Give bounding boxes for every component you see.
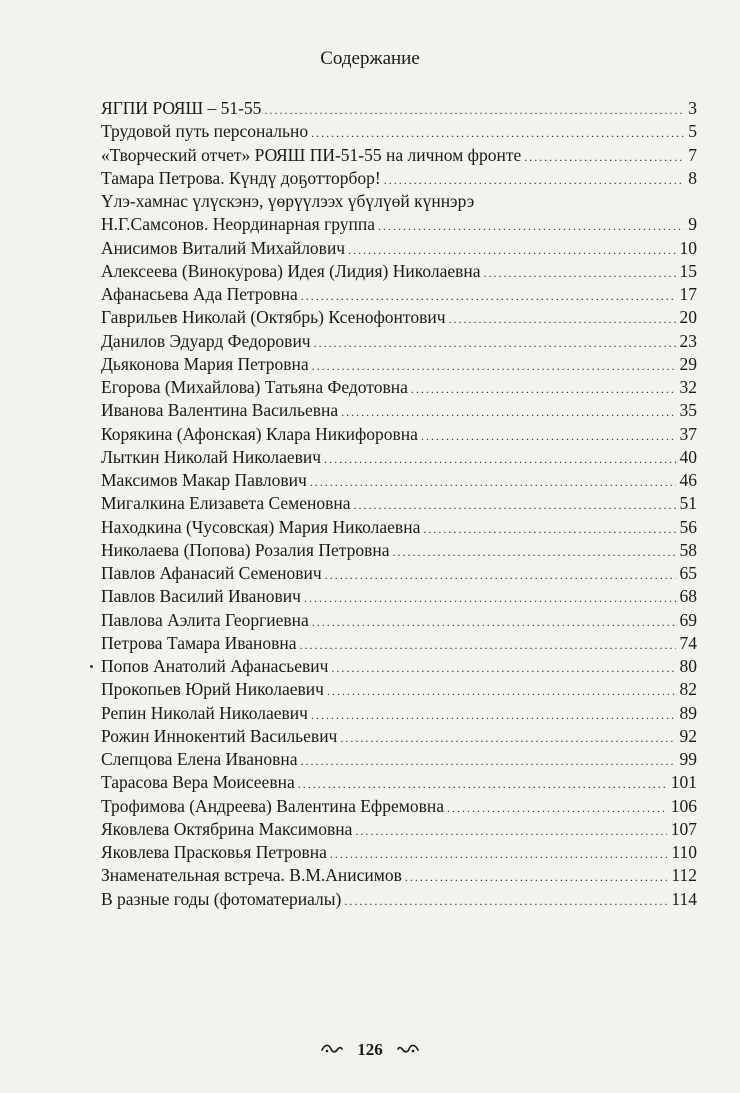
toc-entry-page: 10: [679, 237, 697, 258]
toc-dot-leader: [304, 587, 676, 610]
toc-entry: [101, 888, 697, 911]
toc-entry-label: Трудовой путь персонально: [101, 121, 309, 142]
toc-dot-leader: [447, 797, 667, 820]
toc-dot-leader: [449, 308, 676, 331]
toc-entry: [101, 120, 697, 143]
toc-entry: [101, 144, 697, 167]
toc-entry-page: 82: [679, 679, 697, 700]
toc-entry-page: 101: [670, 772, 697, 793]
toc-entry-label: Находкина (Чусовская) Мария Николаевна: [101, 516, 421, 537]
toc-dot-leader: [524, 146, 684, 169]
toc-dot-leader: [423, 518, 675, 541]
toc-dot-leader: [354, 494, 676, 517]
toc-entry-label: Прокопьев Юрий Николаевич: [101, 679, 324, 700]
toc-entry-label: Максимов Макар Павлович: [101, 470, 307, 490]
toc-dot-leader: [340, 727, 675, 750]
toc-entry-label: Рожин Иннокентий Васильевич: [101, 725, 338, 746]
toc-entry-label: Н.Г.Самсонов. Неординарная группа: [101, 214, 376, 235]
toc-entry: [101, 97, 697, 120]
toc-entry: [101, 423, 697, 446]
toc-entry-page: 80: [679, 656, 697, 676]
toc-entry-label: Иванова Валентина Васильевна: [101, 400, 339, 421]
toc-entry-page: 17: [679, 284, 697, 304]
toc-dot-leader: [312, 355, 676, 378]
toc-entry-label: В разные годы (фотоматериалы): [101, 888, 342, 909]
toc-entry-page: 69: [679, 609, 697, 630]
toc-entry-page: 92: [679, 725, 697, 746]
toc-dot-leader: [311, 122, 684, 145]
toc-entry: [101, 376, 697, 399]
toc-entry-page: 9: [688, 214, 697, 235]
toc-entry: [101, 306, 697, 329]
toc-entry-page: 107: [670, 818, 697, 839]
toc-entry: [101, 516, 697, 539]
toc-entry-label: Петрова Тамара Ивановна: [101, 632, 297, 653]
toc-entry: [101, 190, 697, 213]
toc-entry: [101, 864, 697, 887]
toc-dot-leader: [378, 215, 684, 238]
toc-dot-leader: [341, 401, 675, 424]
toc-entry-page: 32: [679, 377, 697, 397]
toc-dot-leader: [421, 425, 676, 448]
toc-dot-leader: [324, 448, 675, 471]
toc-entry-label: Павлов Василий Иванович: [101, 586, 301, 607]
left-flourish-icon: [321, 1042, 343, 1060]
toc-entry-label: Егорова (Михайлова) Татьяна Федотовна: [101, 377, 408, 397]
toc-entry: [101, 399, 697, 422]
toc-entry: [101, 446, 697, 469]
toc-entry-label: Үлэ-хамнас үлүскэнэ, үөрүүлээх үбүлүөй күннэрэ: [101, 191, 475, 211]
toc-entry: [101, 609, 697, 632]
toc-entry-page: 46: [679, 470, 697, 490]
toc-entry-label: Знаменательная встреча. В.М.Анисимов: [101, 865, 402, 886]
toc-dot-leader: [405, 866, 668, 889]
toc-dot-leader: [330, 843, 668, 866]
toc-dot-leader: [327, 680, 676, 703]
toc-dot-leader: [311, 704, 676, 727]
toc-entry-label: Яковлева Октябрина Максимовна: [101, 818, 353, 839]
toc-entry-label: Лыткин Николай Николаевич: [101, 446, 322, 467]
toc-entry-label: Яковлева Прасковья Петровна: [101, 842, 327, 862]
toc-entry: [101, 632, 697, 655]
toc-dot-leader: [392, 541, 675, 564]
toc-entry: [101, 678, 697, 701]
toc-entry-page: 23: [679, 330, 697, 351]
table-of-contents: [101, 97, 697, 911]
toc-entry-label: Тамара Петрова. Күндү доҕотторбор!: [101, 167, 381, 188]
toc-entry: [101, 795, 697, 818]
toc-entry-page: 35: [679, 400, 697, 421]
toc-dot-leader: [384, 169, 684, 192]
toc-entry-page: 110: [671, 842, 697, 862]
toc-entry-page: 114: [671, 888, 697, 909]
print-speck: [90, 665, 93, 668]
toc-entry-page: 68: [679, 586, 697, 607]
toc-entry-page: 74: [679, 632, 697, 653]
page-number: 126: [357, 1040, 383, 1059]
toc-entry-label: Анисимов Виталий Михайлович: [101, 237, 346, 258]
toc-entry-label: Попов Анатолий Афанасьевич: [101, 656, 329, 676]
toc-entry-label: Дьяконова Мария Петровна: [101, 353, 309, 374]
toc-dot-leader: [355, 820, 666, 843]
toc-dot-leader: [411, 378, 676, 401]
toc-entry-page: 51: [679, 493, 697, 514]
toc-entry-page: 15: [679, 260, 697, 281]
toc-entry: [101, 260, 697, 283]
toc-entry-label: Корякина (Афонская) Клара Никифоровна: [101, 423, 418, 444]
right-flourish-icon: [397, 1042, 419, 1060]
toc-entry-page: 20: [679, 307, 697, 328]
toc-entry-page: 99: [679, 749, 697, 769]
toc-entry: [101, 702, 697, 725]
toc-entry: [101, 585, 697, 608]
toc-entry-label: Данилов Эдуард Федорович: [101, 330, 311, 351]
toc-dot-leader: [325, 564, 676, 587]
toc-entry: [101, 771, 697, 794]
toc-entry-page: 56: [679, 516, 697, 537]
toc-dot-leader: [300, 634, 676, 657]
toc-entry-page: 112: [671, 865, 697, 886]
toc-entry-page: 5: [688, 121, 697, 142]
toc-entry: [101, 841, 697, 864]
toc-dot-leader: [310, 471, 676, 494]
toc-entry-label: «Творческий отчет» РОЯШ ПИ-51-55 на личном фронте: [101, 144, 522, 165]
toc-entry: [101, 330, 697, 353]
page-footer: [0, 1040, 740, 1060]
toc-entry: [101, 748, 697, 771]
toc-entry: [101, 492, 697, 515]
toc-entry-label: ЯГПИ РОЯШ – 51-55: [101, 98, 262, 118]
page-title: Содержание: [320, 48, 420, 69]
toc-dot-leader: [484, 262, 676, 285]
toc-entry-page: 8: [688, 167, 697, 188]
toc-dot-leader: [314, 332, 676, 355]
toc-entry: [101, 353, 697, 376]
toc-entry-page: 58: [679, 539, 697, 560]
toc-entry: [101, 237, 697, 260]
toc-dot-leader: [264, 99, 684, 122]
toc-entry: [101, 213, 697, 236]
toc-entry: [101, 818, 697, 841]
toc-entry-page: 29: [679, 353, 697, 374]
toc-entry-page: 106: [670, 795, 697, 816]
toc-entry-label: Репин Николай Николаевич: [101, 702, 308, 723]
toc-entry-label: Мигалкина Елизавета Семеновна: [101, 493, 351, 514]
toc-entry-page: 37: [679, 423, 697, 444]
toc-entry-label: Слепцова Елена Ивановна: [101, 749, 298, 769]
toc-dot-leader: [344, 890, 667, 913]
toc-entry-page: 7: [688, 144, 697, 165]
toc-dot-leader: [348, 239, 675, 262]
toc-entry: [101, 655, 697, 678]
toc-dot-leader: [301, 285, 676, 308]
toc-dot-leader: [298, 773, 667, 796]
toc-entry: [101, 562, 697, 585]
toc-entry: [101, 469, 697, 492]
toc-entry-label: Павлов Афанасий Семенович: [101, 563, 322, 583]
toc-entry-label: Афанасьева Ада Петровна: [101, 284, 298, 304]
toc-dot-leader: [331, 657, 675, 680]
toc-entry: [101, 283, 697, 306]
toc-dot-leader: [312, 611, 676, 634]
toc-entry-label: Гаврильев Николай (Октябрь) Ксенофонтович: [101, 307, 446, 328]
toc-entry: [101, 167, 697, 190]
toc-entry-page: 40: [679, 446, 697, 467]
toc-entry-page: 89: [679, 702, 697, 723]
toc-entry-label: Павлова Аэлита Георгиевна: [101, 609, 309, 630]
toc-entry-label: Николаева (Попова) Розалия Петровна: [101, 539, 390, 560]
toc-entry: [101, 539, 697, 562]
toc-entry-label: Алексеева (Винокурова) Идея (Лидия) Николаевна: [101, 260, 481, 281]
toc-entry-page: 3: [688, 98, 697, 118]
toc-dot-leader: [300, 750, 675, 773]
toc-entry-page: 65: [679, 563, 697, 583]
toc-entry: [101, 725, 697, 748]
toc-entry-label: Тарасова Вера Моисеевна: [101, 772, 295, 793]
toc-entry-label: Трофимова (Андреева) Валентина Ефремовна: [101, 795, 444, 816]
